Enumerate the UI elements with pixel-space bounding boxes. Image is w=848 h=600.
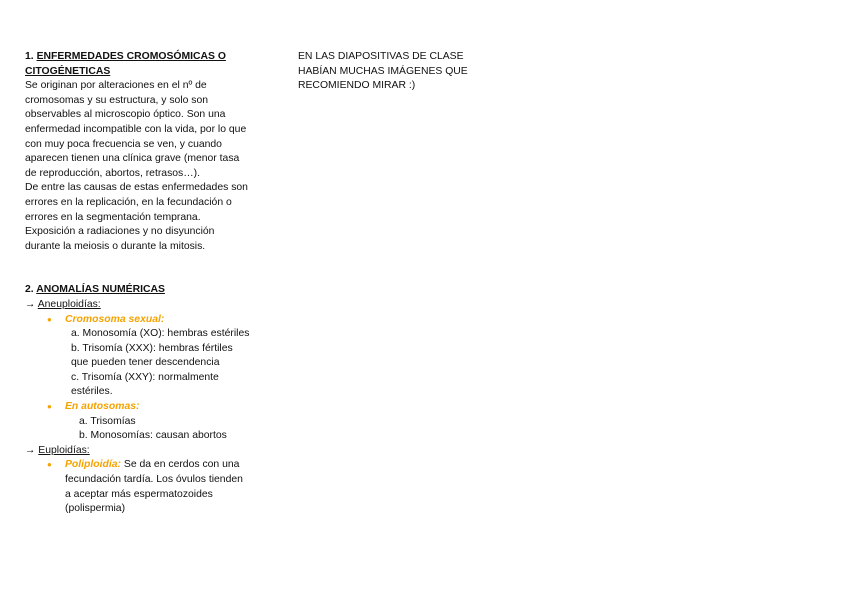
list-item xyxy=(25,458,270,473)
section1-text-line: enfermedad incompatible con la vida, por lo que xyxy=(25,123,247,135)
list-item xyxy=(25,400,270,415)
poliploidia-text: Se da en cerdos con una xyxy=(121,459,240,471)
right-column-note xyxy=(298,50,498,94)
section1-text-line: Exposición a radiaciones y no disyunción xyxy=(25,226,215,238)
sub-item-continuation: que pueden tener descendencia xyxy=(71,357,220,369)
section1-text-line: De entre las causas de estas enfermedades son xyxy=(25,182,248,194)
bullet-icon: ● xyxy=(47,402,52,412)
poliploidia-text-line: a aceptar más espermatozoides xyxy=(65,488,213,500)
section1-text-line: con muy poca frecuencia se ven, y cuando xyxy=(25,138,222,150)
section1-text-line: aparecen tienen una clínica grave (menor tasa xyxy=(25,153,240,165)
section1-number: 1. xyxy=(25,51,34,62)
section1-text-line: Se originan por alteraciones en el nº de xyxy=(25,80,207,92)
section1-text-line: durante la meiosis o durante la mitosis. xyxy=(25,240,206,252)
section2-title xyxy=(25,283,270,298)
bullet-icon: ● xyxy=(47,314,52,324)
left-column xyxy=(25,50,270,517)
sub-item: c. Trisomía (XXY): normalmente xyxy=(71,371,219,383)
spacer xyxy=(25,254,270,283)
arrow-icon: → xyxy=(25,298,36,310)
note-line: RECOMIENDO MIRAR :) xyxy=(298,80,416,92)
arrow-icon: → xyxy=(25,444,36,456)
poliploidia-text-line: fecundación tardía. Los óvulos tienden xyxy=(65,474,243,486)
section1-text-line: errores en la replicación, en la fecundación o xyxy=(25,196,232,208)
euploidias-label: Euploidías: xyxy=(38,444,90,456)
sub-item: a. Monosomía (XO): hembras estériles xyxy=(71,328,250,340)
sub-item-continuation: estériles. xyxy=(71,386,113,398)
list-item xyxy=(25,313,270,328)
section1-title xyxy=(25,50,270,65)
sub-item: a. Trisomías xyxy=(79,415,136,427)
aneuploidias-label: Aneuploidías: xyxy=(37,298,101,310)
section1-text-line: cromosomas y su estructura, y solo son xyxy=(25,94,209,106)
section1-title-line1: ENFERMEDADES CROMOSÓMICAS O xyxy=(36,51,226,62)
section2-title-text: ANOMALÍAS NUMÉRICAS xyxy=(36,284,165,296)
euploidias-heading xyxy=(25,444,270,459)
section1-text-line: observables al microscopio óptico. Son una xyxy=(25,109,226,121)
autosomas-label: En autosomas: xyxy=(65,401,140,413)
poliploidia-label: Poliploidía: xyxy=(65,459,121,471)
sub-item: b. Monosomías: causan abortos xyxy=(79,430,227,442)
section1-title-line2: CITOGÉNETICAS xyxy=(25,65,111,77)
sub-item: b. Trisomía (XXX): hembras fértiles xyxy=(71,342,233,354)
note-line: HABÍAN MUCHAS IMÁGENES QUE xyxy=(298,65,468,77)
section1-text-line: de reproducción, abortos, retrasos…). xyxy=(25,167,200,179)
cromosoma-sexual-label: Cromosoma sexual: xyxy=(65,313,165,325)
note-line: EN LAS DIAPOSITIVAS DE CLASE xyxy=(298,51,464,62)
section2-number: 2. xyxy=(25,284,34,296)
bullet-icon: ● xyxy=(47,460,52,470)
poliploidia-text-line: (polispermia) xyxy=(65,503,126,515)
section1-text-line: errores en la segmentación temprana. xyxy=(25,211,201,223)
aneuploidias-heading xyxy=(25,298,270,313)
